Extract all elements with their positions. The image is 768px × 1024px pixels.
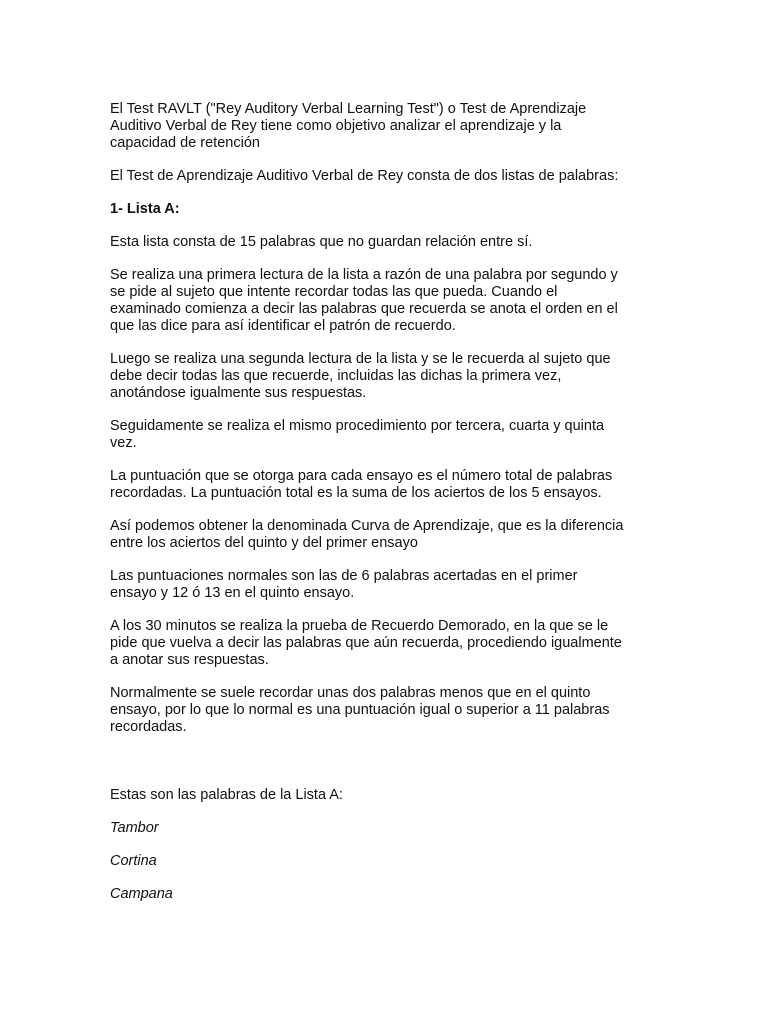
word-list-intro-paragraph: Estas son las palabras de la Lista A: bbox=[110, 787, 343, 803]
list-a-word: Cortina bbox=[110, 853, 157, 869]
list-a-word: Campana bbox=[110, 886, 173, 902]
learning-curve-paragraph: Así podemos obtener la denominada Curva de Aprendizaje, que es la diferencia entre los aciertos del quinto y del primer ensayo bbox=[110, 518, 624, 551]
scoring-paragraph: La puntuación que se otorga para cada ensayo es el número total de palabras recordadas. La puntuación total es la suma de los aciertos de los 5 ensayos. bbox=[110, 468, 613, 501]
normal-scores-paragraph: Las puntuaciones normales son las de 6 palabras acertadas en el primer ensayo y 12 ó 13 en el quinto ensayo. bbox=[110, 568, 578, 601]
further-readings-paragraph: Seguidamente se realiza el mismo procedimiento por tercera, cuarta y quinta vez. bbox=[110, 418, 605, 451]
intro-paragraph: El Test RAVLT ("Rey Auditory Verbal Learning Test") o Test de Aprendizaje Auditivo Verbal de Rey tiene como objetivo analizar el aprendizaje y la capacidad de retención bbox=[110, 101, 587, 151]
document-body bbox=[110, 101, 670, 919]
first-reading-paragraph: Se realiza una primera lectura de la lista a razón de una palabra por segundo y se pide al sujeto que intente recordar todas las que pueda. Cuando el examinado comienza a decir las palabras que recuerda se anota el orden en el que las dice para así identificar el patrón de recuerdo. bbox=[110, 267, 618, 334]
second-reading-paragraph: Luego se realiza una segunda lectura de la lista y se le recuerda al sujeto que debe decir todas las que recuerde, incluidas las dichas la primera vez, anotándose igualmente sus respuestas. bbox=[110, 351, 611, 401]
delayed-recall-paragraph: A los 30 minutos se realiza la prueba de Recuerdo Demorado, en la que se le pide que vuelva a decir las palabras que aún recuerda, procediendo igualmente a anotar sus respuestas. bbox=[110, 618, 622, 668]
delayed-recall-norms-paragraph: Normalmente se suele recordar unas dos palabras menos que en el quinto ensayo, por lo que lo normal es una puntuación igual o superior a 11 palabras recordadas. bbox=[110, 685, 610, 735]
section-heading-lista-a: 1- Lista A: bbox=[110, 201, 180, 217]
list-a-word: Tambor bbox=[110, 820, 159, 836]
lists-description-paragraph: El Test de Aprendizaje Auditivo Verbal de Rey consta de dos listas de palabras: bbox=[110, 168, 619, 184]
list-size-paragraph: Esta lista consta de 15 palabras que no guardan relación entre sí. bbox=[110, 234, 533, 250]
